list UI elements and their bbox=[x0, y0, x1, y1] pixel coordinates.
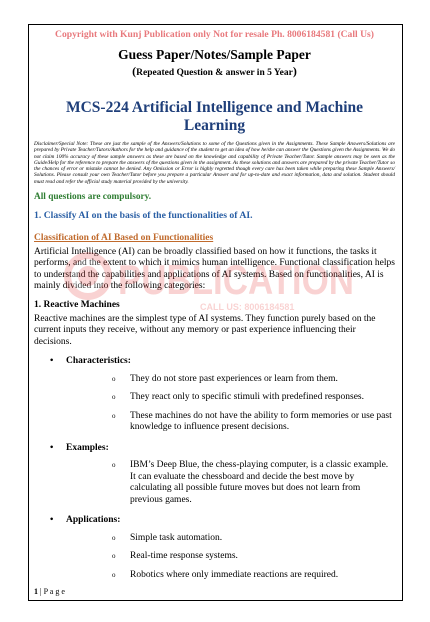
list-item bbox=[66, 551, 395, 563]
circle-bullet-icon: o bbox=[112, 570, 116, 579]
watermark-contact: CALL US: 8006184581 bbox=[200, 302, 295, 312]
list-item-text: Robotics where only immediate reactions are required. bbox=[130, 569, 339, 580]
circle-bullet-icon: o bbox=[112, 461, 116, 470]
sub-list bbox=[66, 460, 395, 506]
list-item-text: These machines do not have the ability to form memories or use past knowledge to influence present decisions. bbox=[130, 410, 392, 433]
list-item-text: IBM’s Deep Blue, the chess-playing computer, is a classic example. It can evaluate the chessboard and decide the best move by calculating all possible future moves but does not learn from previous games. bbox=[130, 460, 389, 505]
list-item-text: They do not store past experiences or learn from them. bbox=[130, 373, 338, 384]
disclaimer-text: Disclaimer/Special Note: These are just the sample of the Answers/Solutions to some of the Questions given in the Assignments. These Sample Answers/Solutions are prepared by Private Teacher/Tutors/Authors for the help and guidance of the student to get an idea of how he/she can answer the Questions given the Assignments. We do not claim 100% accuracy of these sample answers as these are based on the knowledge and capability of Private Teacher/Tutor. Sample answers may be seen as the Guide/Help for the reference to prepare the answers of the questions given in the assignment. As these solutions and answers are prepared by the private Teacher/Tutor so the chances of error or mistake cannot be denied. Any Omission or Error is highly regretted though every care has been taken while preparing these Sample Answers/ Solutions. Please consult your own Teacher/Tutor before you prepare a particular Answer and for up-to-date and exact information, data and solution. Student should must read and refer the official study material provided by the university. bbox=[34, 141, 395, 185]
repeated-close-paren: ) bbox=[292, 64, 297, 78]
list-item bbox=[66, 392, 395, 404]
section-title: Classification of AI Based on Functionalities bbox=[34, 232, 214, 243]
guess-paper-title: Guess Paper/Notes/Sample Paper bbox=[118, 47, 311, 62]
subheading: 1. Reactive Machines bbox=[34, 299, 120, 310]
circle-bullet-icon: o bbox=[112, 552, 116, 561]
group-label: Applications: bbox=[66, 515, 121, 526]
subheading-paragraph: Reactive machines are the simplest type of AI systems. They function purely based on the current inputs they receive, without any memory or past experience influencing their decisions. bbox=[34, 313, 376, 347]
list-item-text: Real-time response systems. bbox=[130, 551, 238, 562]
list-item bbox=[66, 533, 395, 545]
circle-bullet-icon: o bbox=[112, 393, 116, 402]
document-title: MCS-224 Artificial Intelligence and Machine Learning bbox=[65, 99, 364, 134]
sub-list bbox=[66, 533, 395, 582]
sub-list bbox=[66, 374, 395, 434]
bullet-list bbox=[34, 356, 395, 581]
repeated-open-paren: ( bbox=[132, 64, 137, 78]
list-item-text: They react only to specific stimuli with predefined responses. bbox=[130, 392, 365, 403]
circle-bullet-icon: o bbox=[112, 374, 116, 383]
repeated-text: Repeated Question & answer in 5 Year bbox=[136, 68, 293, 78]
circle-bullet-icon: o bbox=[112, 533, 116, 542]
copyright-line: Copyright with Kunj Publication only Not for resale Ph. 8006184581 (Call Us) bbox=[55, 29, 374, 40]
group-label: Examples: bbox=[66, 442, 109, 453]
question-heading: 1. Classify AI on the basis of the functionalities of AI. bbox=[34, 209, 253, 221]
list-group bbox=[34, 443, 395, 507]
page-footer bbox=[34, 587, 65, 596]
watermark-name: PUBLICATION bbox=[118, 256, 354, 303]
page-label: P a g e bbox=[43, 587, 65, 596]
list-item bbox=[66, 411, 395, 434]
bullet-icon: • bbox=[50, 356, 54, 367]
list-item bbox=[66, 570, 395, 582]
list-item bbox=[66, 374, 395, 386]
page-content bbox=[34, 28, 395, 588]
page-number: 1 bbox=[34, 587, 38, 596]
circle-bullet-icon: o bbox=[112, 411, 116, 420]
bullet-icon: • bbox=[50, 515, 54, 526]
repeated-subtitle bbox=[34, 64, 395, 79]
list-item-text: Simple task automation. bbox=[130, 532, 223, 543]
bullet-icon: • bbox=[50, 442, 54, 453]
footer-separator: | bbox=[38, 587, 44, 596]
list-group bbox=[34, 356, 395, 434]
intro-paragraph: Artificial Intelligence (AI) can be broadly classified based on how it functions, the tasks it performs, and the extent to which it mimics human intelligence. Functional classification helps to understand the capabilities and applications of AI systems. Based on functionalities, AI is mainly divided into the following categories: bbox=[34, 246, 395, 292]
group-label: Characteristics: bbox=[66, 356, 131, 367]
compulsory-note: All questions are compulsory. bbox=[34, 191, 152, 202]
list-item bbox=[66, 460, 395, 506]
list-group bbox=[34, 515, 395, 581]
